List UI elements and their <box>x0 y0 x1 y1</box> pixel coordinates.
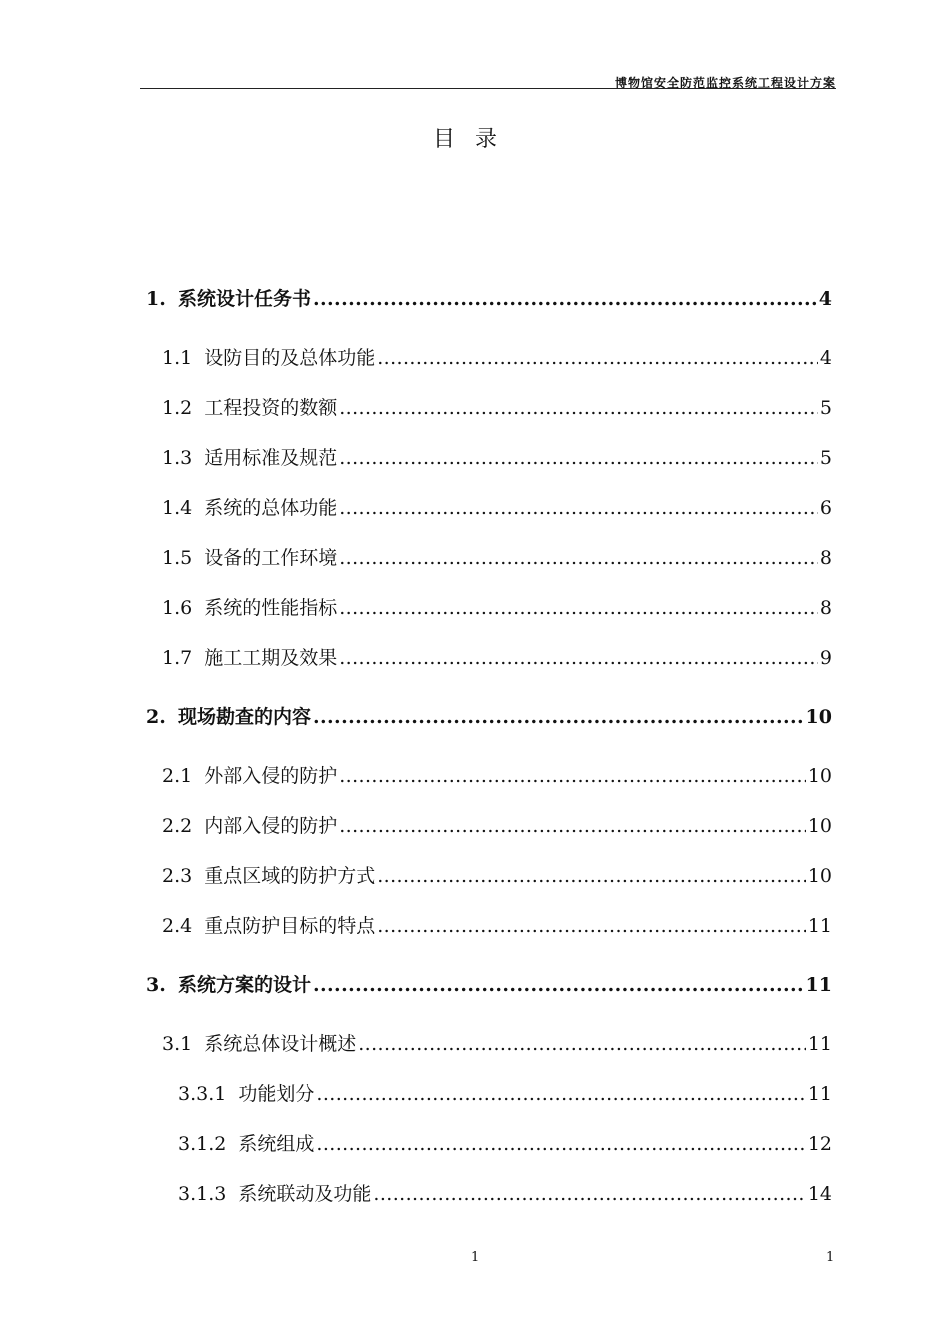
toc-leader <box>339 815 806 837</box>
toc-entry-page: 10 <box>807 815 832 837</box>
toc-entry-number: 2.4 <box>162 915 193 937</box>
toc-entry-label: 功能划分 <box>238 1083 315 1105</box>
toc-entry[interactable] <box>162 543 832 570</box>
toc-leader <box>377 915 806 937</box>
toc-entry-label: 重点区域的防护方式 <box>204 865 376 887</box>
toc-entry-page: 10 <box>807 765 832 787</box>
toc-leader <box>339 597 818 619</box>
toc-entry-number: 1. <box>146 288 166 310</box>
toc-entry-number: 2.3 <box>162 865 193 887</box>
toc-entry-label: 设备的工作环境 <box>204 547 338 569</box>
toc-entry-label: 适用标准及规范 <box>204 447 338 469</box>
toc-entry-page: 12 <box>807 1133 832 1155</box>
toc-entry-page: 4 <box>819 347 832 369</box>
toc-entry-label: 外部入侵的防护 <box>204 765 338 787</box>
toc-entry[interactable] <box>162 443 832 470</box>
toc-entry-number: 1.7 <box>162 647 193 669</box>
toc-leader <box>377 865 806 887</box>
toc-entry-label: 设防目的及总体功能 <box>204 347 376 369</box>
toc-entry-page: 9 <box>819 647 832 669</box>
toc-entry-label: 施工工期及效果 <box>204 647 338 669</box>
toc-entry-number: 3.3.1 <box>178 1083 227 1105</box>
toc-entry-label: 系统的总体功能 <box>204 497 338 519</box>
toc-entry[interactable] <box>146 284 832 311</box>
toc-leader <box>313 974 804 996</box>
toc-leader <box>339 547 818 569</box>
footer-page-number-right: 1 <box>826 1250 835 1265</box>
toc-leader <box>358 1033 806 1055</box>
toc-entry-label: 重点防护目标的特点 <box>204 915 376 937</box>
toc-entry[interactable] <box>162 593 832 620</box>
toc-leader <box>339 647 818 669</box>
toc-entry-number: 2.1 <box>162 765 193 787</box>
toc-entry-number: 1.4 <box>162 497 193 519</box>
toc-entry-number: 1.3 <box>162 447 193 469</box>
toc-leader <box>377 347 818 369</box>
toc-entry[interactable] <box>162 493 832 520</box>
toc-entry-page: 10 <box>805 706 832 728</box>
toc-leader <box>316 1133 805 1155</box>
toc-entry-page: 10 <box>807 865 832 887</box>
toc-entry[interactable] <box>146 702 832 729</box>
toc-title: 目录 <box>432 127 517 152</box>
toc-entry-number: 2. <box>146 706 166 728</box>
toc-entry-label: 工程投资的数额 <box>204 397 338 419</box>
toc-entry-page: 14 <box>807 1183 832 1205</box>
toc-entry-number: 3.1.3 <box>178 1183 227 1205</box>
toc-entry[interactable] <box>178 1179 832 1206</box>
toc-entry[interactable] <box>146 970 832 997</box>
toc-entry-label: 现场勘查的内容 <box>178 706 312 728</box>
toc-entry-page: 8 <box>819 547 832 569</box>
toc-entry[interactable] <box>162 1029 832 1056</box>
toc-entry[interactable] <box>162 643 832 670</box>
toc-entry-number: 1.2 <box>162 397 193 419</box>
page-header-title: 博物馆安全防范监控系统工程设计方案 <box>614 76 836 90</box>
toc-entry[interactable] <box>162 861 832 888</box>
toc-leader <box>339 497 818 519</box>
toc-entry[interactable] <box>178 1129 832 1156</box>
toc-entry-label: 系统设计任务书 <box>178 288 312 310</box>
toc-entry-page: 11 <box>805 974 832 996</box>
toc-entry[interactable] <box>162 761 832 788</box>
toc-entry[interactable] <box>162 343 832 370</box>
toc-entry-page: 6 <box>819 497 832 519</box>
toc-entry-number: 1.1 <box>162 347 193 369</box>
toc-entry-number: 2.2 <box>162 815 193 837</box>
toc-entry-label: 系统联动及功能 <box>238 1183 372 1205</box>
footer-page-number: 1 <box>471 1250 480 1265</box>
toc-leader <box>339 765 806 787</box>
toc-entry-page: 4 <box>818 288 832 310</box>
toc-entry[interactable] <box>178 1079 832 1106</box>
toc-entry-page: 11 <box>807 1033 832 1055</box>
toc-leader <box>339 397 818 419</box>
toc-entry-label: 内部入侵的防护 <box>204 815 338 837</box>
toc-entry[interactable] <box>162 393 832 420</box>
toc-leader <box>373 1183 805 1205</box>
toc-leader <box>313 288 817 310</box>
toc-leader <box>339 447 818 469</box>
toc-entry-page: 11 <box>807 1083 832 1105</box>
toc-entry-page: 8 <box>819 597 832 619</box>
toc-entry-label: 系统方案的设计 <box>178 974 312 996</box>
toc-entry-page: 5 <box>819 447 832 469</box>
toc-entry-label: 系统总体设计概述 <box>204 1033 357 1055</box>
toc-entry-page: 5 <box>819 397 832 419</box>
toc-leader <box>313 706 804 728</box>
toc-entry[interactable] <box>162 811 832 838</box>
toc-entry-number: 3.1 <box>162 1033 193 1055</box>
toc-leader <box>316 1083 805 1105</box>
toc-entry-page: 11 <box>807 915 832 937</box>
toc-entry-number: 3. <box>146 974 166 996</box>
toc-entry-label: 系统的性能指标 <box>204 597 338 619</box>
toc-entry-number: 3.1.2 <box>178 1133 227 1155</box>
toc-entry-number: 1.6 <box>162 597 193 619</box>
toc-entry[interactable] <box>162 911 832 938</box>
toc-entry-label: 系统组成 <box>238 1133 315 1155</box>
toc-entry-number: 1.5 <box>162 547 193 569</box>
